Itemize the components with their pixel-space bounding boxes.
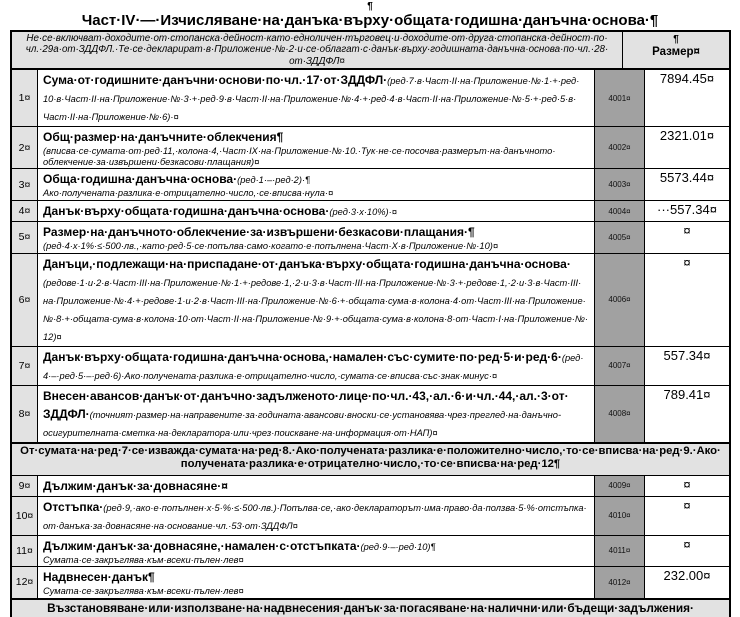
row-description (38, 70, 595, 126)
row-label: Размер·​на·​данъчното·​облекчение·​за·​извършени·​безкасови·​плащания·​¶ (43, 225, 475, 239)
table-row (12, 535, 729, 567)
row-value-cell[interactable]: 5573.44¤ (659, 170, 715, 186)
row-value-cell[interactable]: 232.00¤ (663, 568, 711, 584)
table-row (12, 385, 729, 442)
row-description (38, 127, 595, 168)
row-block-note: (вписва·​се·​сумата·​от·​ред·​11,·​колона·​4,·​Част·​IX·​на·​Приложение·​№·​10.·​Тук·​не·​се·​посочва·​размерът·​на·​данъчното·​облекчение·​за·​извършени·​безкасови·​плащания)¤ (43, 146, 556, 167)
row-description (38, 567, 595, 598)
table-row (12, 346, 729, 385)
row-description (38, 476, 595, 496)
table-row (12, 496, 729, 535)
row-block-note: (ред·​4·​х·​1%·​≤·​500·​лв.,·​като·​ред·​5·​се·​попълва·​само·​когато·​е·​попълнена·​Част·​Х·​в·​Приложение·​№·​10)¤ (43, 241, 499, 251)
row-number-cell: 12¤ (12, 567, 38, 598)
row-description (38, 536, 595, 567)
row-inline-note: (ред·​4·​–·​ред·​5·​–·​ред·​6)·​Ако·​получената·​разлика·​е·​отрицателно·​число,·​сумата·​се·​вписва·​със·​знак·​минус·​¤ (43, 352, 584, 381)
row-code-cell: 4002¤ (595, 127, 645, 168)
row-number-cell: 9¤ (12, 476, 38, 496)
instruction-banner-mid: От·​сумата·​на·​ред·​7·​се·​изважда·​сумата·​на·​ред·​8.·​Ако·​получената·​разлика·​е·​положително·​число,·​то·​се·​вписва·​на·​ред·​9.·​Ако·​получената·​разлика·​е·​отрицателно·​число,·​то·​се·​вписва·​на·​ред·​12¶ (12, 442, 729, 475)
row-code-cell: 4005¤ (595, 222, 645, 253)
row-description (38, 254, 595, 346)
row-label: Внесен·​авансов·​данък·​от·​данъчно·​задълженото·​лице·​по·​чл.·​43,·​ал.·​6·​и·​чл.·​44,·​ал.·​3·​от·​ЗДДФЛ·​ (43, 388, 569, 421)
row-inline-note: (ред·​3·​х·​10%)·​¤ (329, 207, 397, 217)
row-label: Данъци,·​подлежащи·​на·​приспадане·​от·​данъка·​върху·​общата·​годишна·​данъчна·​основа·​ (43, 256, 571, 271)
table-row (12, 253, 729, 346)
row-label: Обща·​годишна·​данъчна·​основа·​ (43, 172, 238, 187)
instruction-banner-bottom: Възстановяване·​или·​използване·​на·​надвнесения·​данък·​за·​погасяване·​на·​налични·​или·​бъдещи·​задължения·​ (12, 598, 729, 617)
row-label: Общ·​размер·​на·​данъчните·​облекчения¶ (43, 130, 284, 145)
row-number-cell: 11¤ (12, 536, 38, 567)
row-number-cell: 7¤ (12, 347, 38, 385)
row-label: Данък·​върху·​общата·​годишна·​данъчна·​основа,·​намален·​със·​сумите·​по·​ред·​5·​и·​ред·​6·​ (43, 349, 562, 364)
row-description (38, 497, 595, 535)
table-row (12, 126, 729, 168)
row-value-cell[interactable]: ¤ (683, 497, 691, 513)
row-block-note: Ако·​получената·​разлика·​е·​отрицателно·​число,·​се·​вписва·​нула·​¤ (43, 188, 334, 199)
row-value-cell[interactable]: 7894.45¤ (659, 71, 715, 87)
pilcrow-mark: ¶ (367, 1, 373, 12)
row-description (38, 222, 595, 253)
table-row (12, 475, 729, 496)
row-code-cell: 4004¤ (595, 201, 645, 221)
table-row (12, 221, 729, 253)
pilcrow-mark: ¶ (673, 34, 679, 45)
row-number-cell: 1¤ (12, 70, 38, 126)
row-number-cell: 6¤ (12, 254, 38, 346)
row-value-cell[interactable]: ¤ (683, 476, 691, 492)
row-block-note: Сумата·​се·​закръглява·​към·​всеки·​пълен·​лев¤ (43, 586, 244, 597)
row-number-cell: 10¤ (12, 497, 38, 535)
row-label: Данък·​върху·​общата·​годишна·​данъчна·​основа·​ (43, 204, 330, 218)
row-code-cell: 4008¤ (595, 386, 645, 442)
table-row (12, 200, 729, 221)
row-code-cell: 4007¤ (595, 347, 645, 385)
row-number-cell: 4¤ (12, 201, 38, 221)
row-inline-note: (ред·​1·​–·​ред·​2)·​¶ (237, 175, 311, 186)
row-value-cell[interactable]: ¤ (683, 536, 691, 552)
row-number-cell: 5¤ (12, 222, 38, 253)
size-column-header (623, 32, 729, 68)
row-code-cell: 4010¤ (595, 497, 645, 535)
row-description (38, 386, 595, 442)
row-value-cell[interactable]: ¤ (683, 223, 691, 238)
row-inline-note: (редове·​1·​и·​2·​в·​Част·​III·​на·​Приложение·​№·​1·​+·​редове·​1,·​2·​и·​3·​в·​Част·​III·​на·​Приложение·​№·​3·​+·​редове·​1,·​2·​и·​3·​в·​Част·​III·​на·​Приложение·​№·​4·​+·​редове·​1·​и·​2·​в·​Част·​III·​на·​Приложение·​№·​6·​+·​общата·​сума·​в·​колона·​4·​от·​Част·​III·​на·​Приложение·​№·​8·​+·​общата·​сума·​в·​колона·​10·​от·​Част·​II·​на·​Приложение·​№·​9·​+·​общата·​сума·​в·​колона·​8·​от·​Част·​I·​на·​Приложение·​№·​12)¤ (43, 277, 589, 342)
row-code-cell: 4009¤ (595, 476, 645, 496)
table-row (12, 68, 729, 126)
row-label: Сума·​от·​годишните·​данъчни·​основи·​по·​чл.·​17·​от·​ЗДДФЛ·​ (43, 73, 388, 88)
header-note: Не·​се·​включват·​доходите·​от·​стопанска·​дейност·​като·​едноличен·​търговец·​и·​доходите·​от·​друга·​стопанска·​дейност·​по·​чл.·​29а·​от·​ЗДДФЛ.·​Те·​се·​декларират·​в·​Приложение·​№·​2·​и·​се·​облагат·​с·​данък·​върху·​годишната·​данъчна·​основа·​по·​чл.·​28·​от·​ЗДДФЛ¤ (12, 32, 623, 68)
row-code-cell: 4003¤ (595, 169, 645, 200)
tax-calculation-table (10, 30, 731, 617)
row-inline-note: (точният·​размер·​на·​направените·​за·​годината·​авансови·​вноски·​се·​установява·​чрез·​преглед·​на·​данъчно-осигурителната·​сметка·​на·​декларатора·​или·​чрез·​поискване·​на·​информация·​от·​НАП)¤ (43, 409, 562, 438)
row-label: Надвнесен·​данък¶ (43, 570, 155, 585)
row-description (38, 347, 595, 385)
page-title: Част·​IV·​—·​Изчисляване·​на·​данъка·​върху·​общата·​годишна·​данъчна·​основа·​¶ (81, 12, 659, 29)
row-label: Отстъпка·​ (43, 499, 104, 514)
table-header-row (12, 32, 729, 68)
row-number-cell: 2¤ (12, 127, 38, 168)
row-inline-note: (ред·​7·​в·​Част·​II·​на·​Приложение·​№·​1·​+·​ред·​10·​в·​Част·​II·​на·​Приложение·​№·​3·​+·​ред·​9·​в·​Част·​II·​на·​Приложение·​№·​4·​+·​ред·​4·​в·​Част·​II·​на·​Приложение·​№·​5·​+·​ред·​5·​в·​Част·​II·​на·​Приложение·​№·​6)·​¤ (43, 76, 580, 123)
row-number-cell: 3¤ (12, 169, 38, 200)
table-row (12, 566, 729, 598)
row-value-cell[interactable]: ¤ (683, 254, 691, 270)
row-description (38, 169, 595, 200)
row-label: Дължим·​данък·​за·​довнасяне,·​намален·​с·​отстъпката·​ (43, 538, 361, 553)
table-row (12, 168, 729, 200)
row-inline-note: (ред·​9·​–·​ред·​10)¶ (360, 541, 436, 552)
row-code-cell: 4001¤ (595, 70, 645, 126)
row-code-cell: 4006¤ (595, 254, 645, 346)
row-code-cell: 4011¤ (595, 536, 645, 567)
row-value-cell[interactable]: 789.41¤ (663, 386, 711, 402)
row-number-cell: 8¤ (12, 386, 38, 442)
size-column-label: Размер¤ (652, 46, 700, 58)
row-value-cell[interactable]: 2321.01¤ (659, 128, 715, 144)
row-block-note: Сумата·​се·​закръглява·​към·​всеки·​пълен·​лев¤ (43, 554, 244, 565)
row-value-cell[interactable]: 557.34¤ (663, 347, 711, 363)
row-value-cell[interactable]: ···557.34¤ (657, 202, 717, 217)
row-inline-note: (ред·​9,·​ако·​е·​попълнен·​х·​5·​%·​≤·​500·​лв.)·​Попълва·​се,·​ако·​деклараторът·​има·​право·​да·​ползва·​5·​%·​отстъпка·​от·​данъка·​за·​довнасяне·​на·​основание·​чл.·​53·​от·​ЗДДФЛ¤ (43, 502, 587, 531)
row-label: Дължим·​данък·​за·​довнасяне·​¤ (43, 478, 228, 493)
row-code-cell: 4012¤ (595, 567, 645, 598)
row-description (38, 201, 595, 221)
